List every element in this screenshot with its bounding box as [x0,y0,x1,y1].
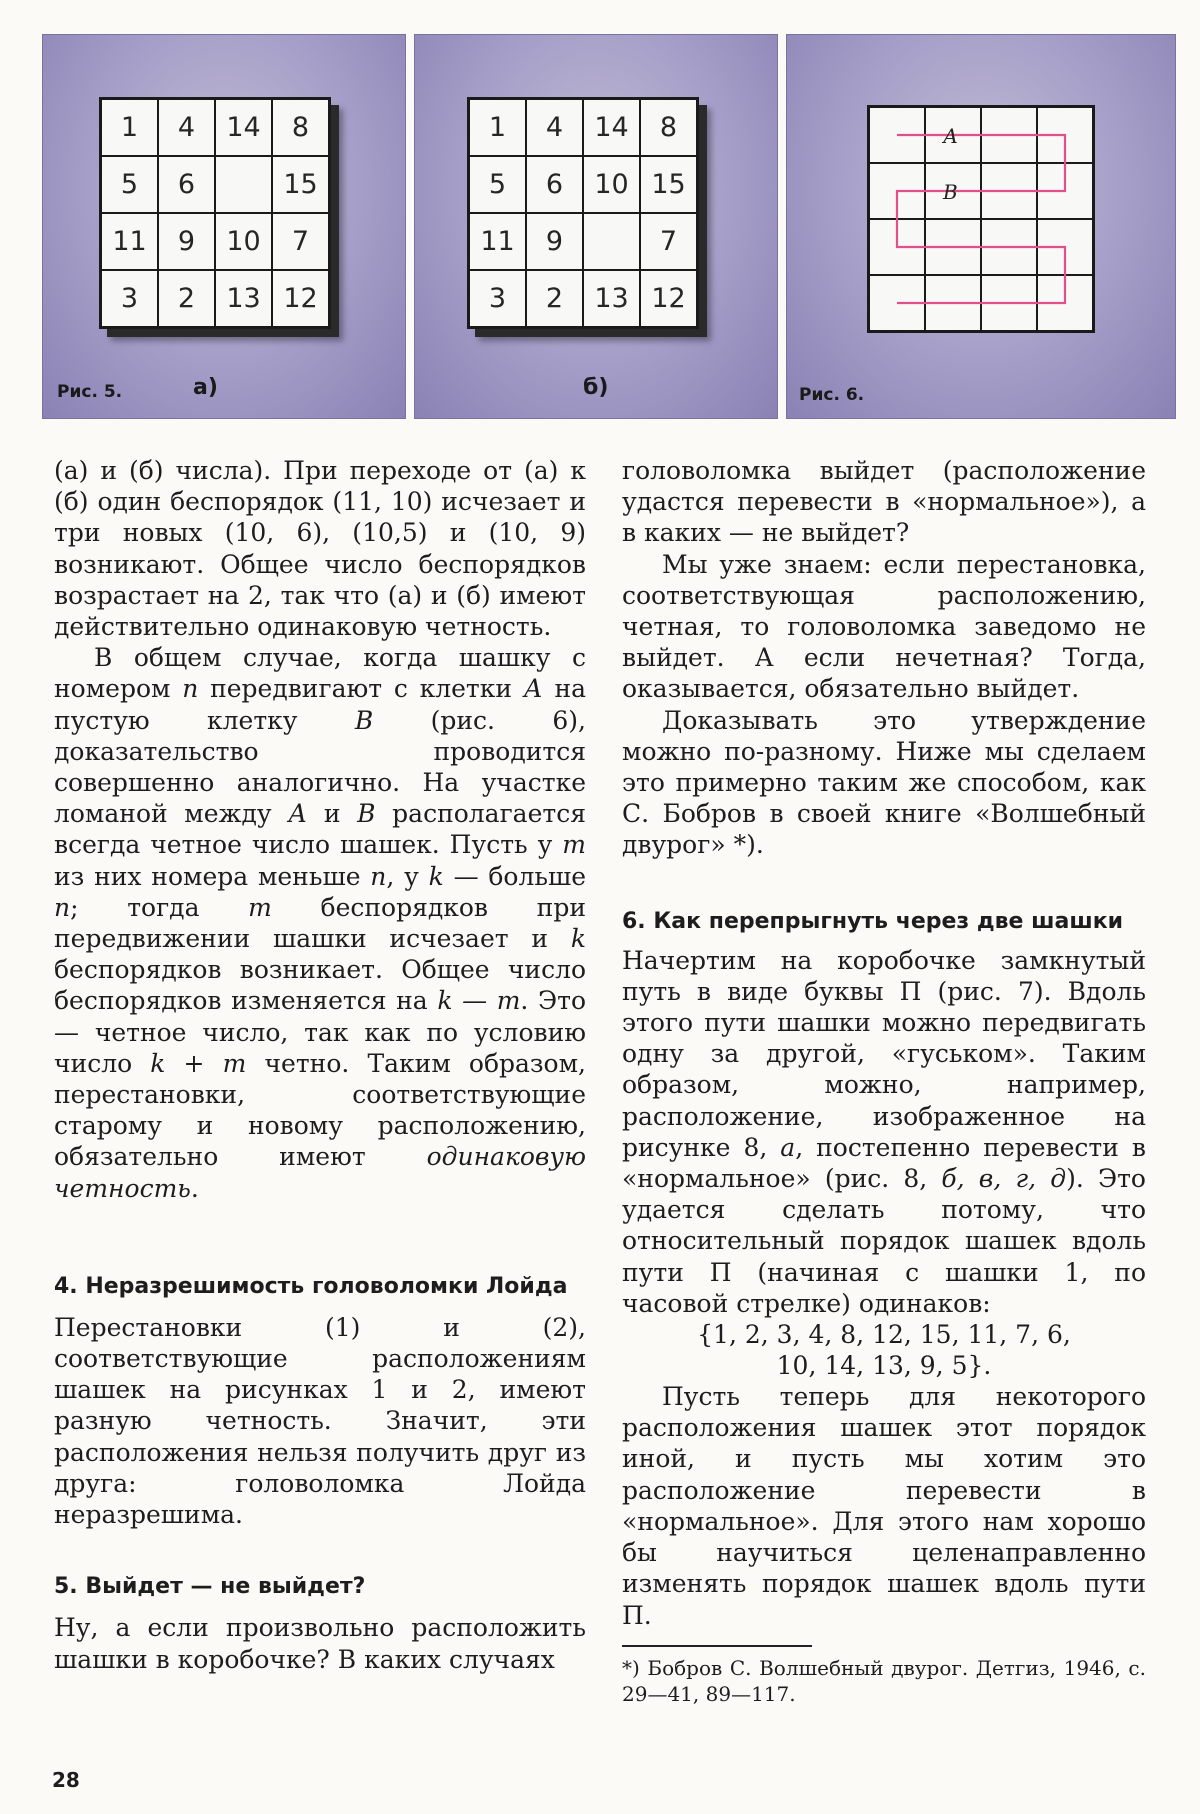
figure-6-panel [786,34,1176,419]
puzzle-tile: 11 [102,214,157,269]
order-set-line-1: {1, 2, 3, 4, 8, 12, 15, 11, 7, 6, [697,1320,1071,1350]
puzzle-tile: 12 [641,271,696,326]
right-paragraph-1: головоломка выйдет (расположение удастся перевести в «нормальное»), а в каких — не выйдет? [622,456,1146,548]
puzzle-tile: 2 [159,271,214,326]
puzzle-tile: 7 [641,214,696,269]
puzzle-tile: 6 [159,157,214,212]
puzzle-tile: 9 [159,214,214,269]
puzzle-tile: 3 [470,271,525,326]
left-paragraph-3: Перестановки (1) и (2), соответствующие расположениям шашек на рисунках 1 и 2, имеют разную четность. Значит, эти расположения нельзя получить друг из друга: головоломка Лойда неразрешима. [54,1312,586,1530]
puzzle-tile: 9 [527,214,582,269]
puzzle-box-5b [467,97,699,329]
puzzle-tile: 13 [216,271,271,326]
figure-5-caption: Рис. 5. [57,382,123,402]
order-set-line-2: 10, 14, 13, 9, 5}. [776,1351,992,1381]
figure-5a-label: а) [193,375,218,400]
section-4-title: 4. Неразрешимость головоломки Лойда [54,1273,568,1299]
puzzle-tile: 10 [584,157,639,212]
figure-5a-panel [42,34,406,419]
figure-6-caption: Рис. 6. [799,385,865,405]
puzzle-tile: 8 [273,100,328,155]
puzzle-tile: 14 [216,100,271,155]
figure-5b-panel [414,34,778,419]
puzzle-tile: 4 [527,100,582,155]
puzzle-tile: 1 [470,100,525,155]
puzzle-tile: 4 [159,100,214,155]
puzzle-tile: 10 [216,214,271,269]
left-paragraph-4: Ну, а если произвольно расположить шашки в коробочке? В каких случаях [54,1613,586,1674]
left-paragraph-2: В общем случае, когда шашку с номером n передвигают с клетки А на пустую клетку В (рис. 6), доказательство проводится совершенно аналогично. На участке ломаной между А и В располагается всегда четное число шашек. Пусть у m из них номера меньше n, у k — больше n; тогда m беспорядков при передвижении шашки исчезает и k беспорядков возникает. Общее число беспорядков изменяется на k — m. Это — четное число, так как по условию число k + m четно. Таким образом, перестановки, соответствующие старому и новому расположению, обязательно имеют одинаковую четность. [54,643,587,1203]
puzzle-tile: 5 [470,157,525,212]
puzzle-tile: 11 [470,214,525,269]
right-paragraph-3: Доказывать это утверждение можно по-разному. Ниже мы сделаем это примерно таким же способом, как С. Бобров в своей книге «Волшебный двурог» *). [622,705,1146,860]
puzzle-tile: 14 [584,100,639,155]
puzzle-empty-cell [584,214,639,269]
footnote-rule [622,1645,812,1647]
puzzle-empty-cell [216,157,271,212]
section-6-title: 6. Как перепрыгнуть через две шашки [622,908,1124,934]
right-paragraph-5: Пусть теперь для некоторого расположения шашек этот порядок иной, и пусть мы хотим это расположение перевести в «нормальное». Для этого нам хорошо бы научиться целенаправленно изменять порядок шашек вдоль пути П. [622,1382,1146,1630]
left-column [54,455,586,1675]
puzzle-tile: 13 [584,271,639,326]
footnote: *) Бобров С. Волшебный двурог. Детгиз, 1946, с. 29—41, 89—117. [622,1655,1146,1706]
right-paragraph-4: Начертим на коробочке замкнутый путь в виде буквы П (рис. 7). Вдоль этого пути шашки можно передвигать одну за другой, «гуськом». Таким образом, можно, например, расположение, изображенное на рисунке 8, а, постепенно перевести в «нормальное» (рис. 8, б, в, г, д). Это удается сделать потому, что относительный порядок шашек вдоль пути П (начиная с шашки 1, по часовой стрелке) одинаков: [622,945,1146,1318]
puzzle-tile: 8 [641,100,696,155]
path-label-b: В [943,180,958,204]
puzzle-tile: 3 [102,271,157,326]
right-paragraph-2: Мы уже знаем: если перестановка, соответствующая расположению, четная, то головоломка заведомо не выйдет. А если нечетная? Тогда, оказывается, обязательно выйдет. [622,549,1146,704]
puzzle-tile: 15 [641,157,696,212]
right-column [622,455,1146,1707]
puzzle-tile: 2 [527,271,582,326]
puzzle-tile: 12 [273,271,328,326]
puzzle-tile: 7 [273,214,328,269]
puzzle-tile: 5 [102,157,157,212]
path-label-a: А [943,124,959,148]
puzzle-tile: 1 [102,100,157,155]
puzzle-box-5a [99,97,331,329]
figure-row [42,34,1176,419]
figure-5b-label: б) [583,375,609,400]
puzzle-tile: 15 [273,157,328,212]
left-paragraph-1: (а) и (б) числа). При переходе от (а) к (б) один беспорядок (11, 10) исчезает и три новых (10, 6), (10,5) и (10, 9) возникают. Общее число беспорядков возрастает на 2, так что (а) и (б) имеют действительно одинаковую четность. [54,456,586,642]
page-number: 28 [52,1768,80,1792]
section-5-title: 5. Выйдет — не выйдет? [54,1574,366,1600]
path-diagram [867,105,1107,345]
puzzle-tile: 6 [527,157,582,212]
